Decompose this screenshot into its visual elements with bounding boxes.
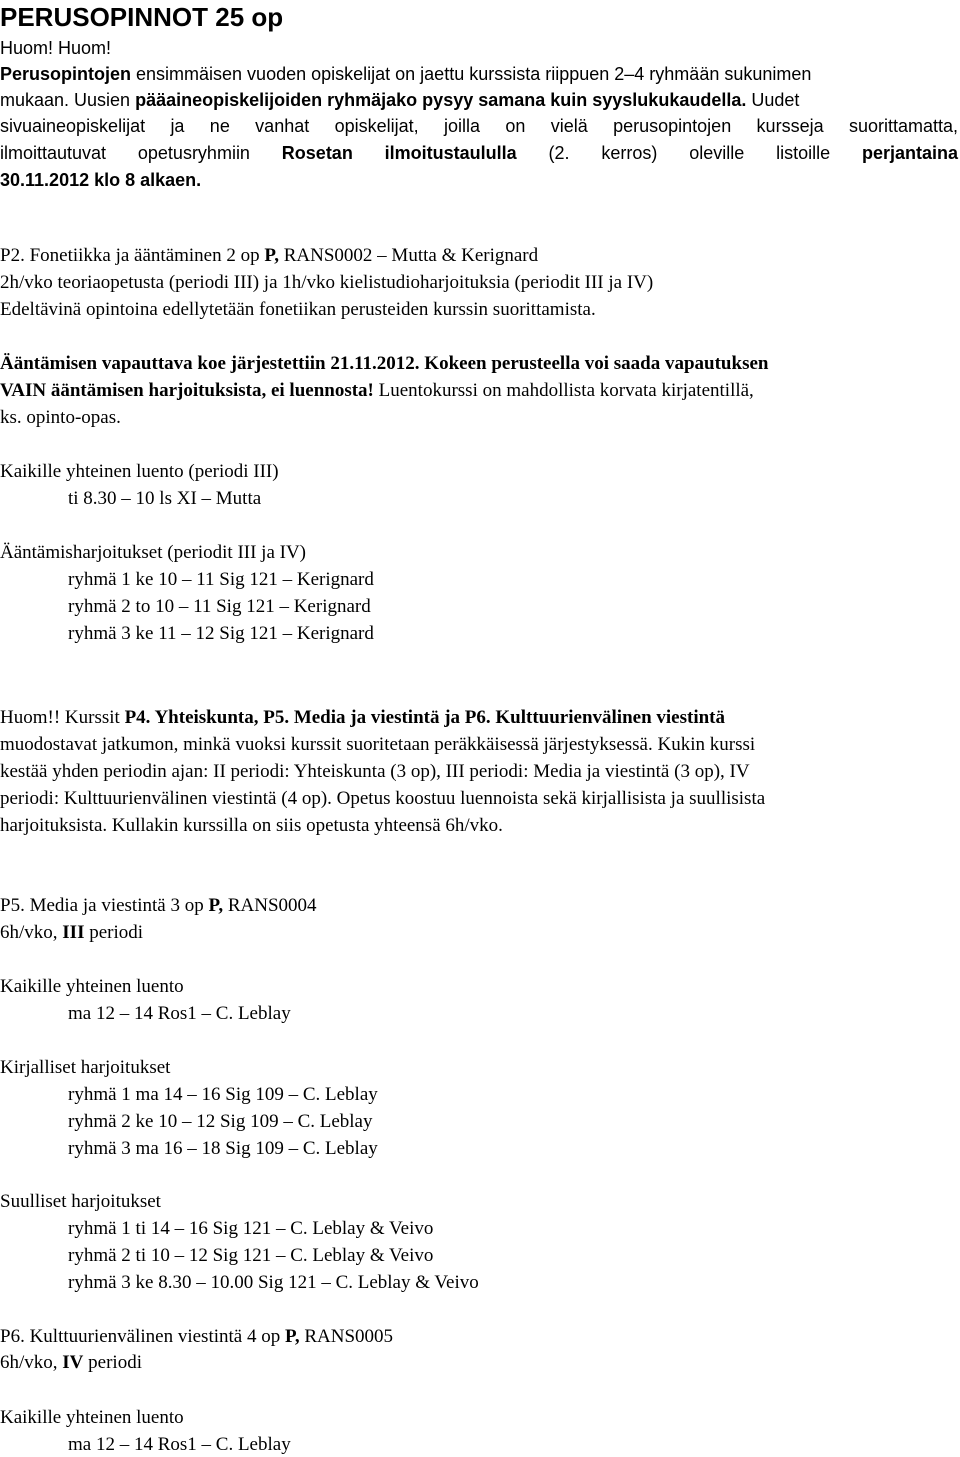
- p6-heading-text: P6. Kulttuurienvälinen viestintä 4 op: [0, 1326, 285, 1347]
- p5-oral-2: ryhmä 2 ti 10 – 12 Sig 121 – C. Leblay & Veivo: [68, 1245, 434, 1266]
- p2-line-5: [0, 380, 754, 402]
- p2-lecture: ti 8.30 – 10 ls XI – Mutta: [68, 488, 262, 509]
- p6-heading-code: RANS0005: [299, 1326, 394, 1347]
- notice-l2-a: mukaan. Uusien: [0, 90, 136, 110]
- p5-written-2: ryhmä 2 ke 10 – 12 Sig 109 – C. Leblay: [68, 1111, 373, 1132]
- p2-heading-code: RANS0002 – Mutta & Kerignard: [279, 245, 539, 266]
- notice-l2-c: Uudet: [746, 90, 800, 110]
- notice-l4-date: perjantaina: [861, 143, 958, 163]
- p2-line-4: Ääntämisen vapauttava koe järjestettiin 21.11.2012. Kokeen perusteella voi saada vapautuksen: [0, 353, 769, 374]
- notice-line-2: [0, 89, 799, 111]
- p6-period-bold: IV: [62, 1352, 84, 1373]
- huom2-l1-text: Huom!! Kurssit: [0, 707, 125, 728]
- p5-oral-3: ryhmä 3 ke 8.30 – 10.00 Sig 121 – C. Leblay & Veivo: [68, 1272, 479, 1293]
- notice-line-5: 30.11.2012 klo 8 alkaen.: [0, 170, 202, 190]
- p6-hours-text: 6h/vko,: [0, 1352, 63, 1373]
- p2-lecture-head: Kaikille yhteinen luento (periodi III): [0, 461, 279, 482]
- huom2-line-5: harjoituksista. Kullakin kurssilla on siis opetusta yhteensä 6h/vko.: [0, 815, 503, 836]
- p6-lecture: ma 12 – 14 Ros1 – C. Leblay: [68, 1434, 291, 1455]
- p6-lecture-head: Kaikille yhteinen luento: [0, 1407, 184, 1428]
- huom2-line-2: muodostavat jatkumon, minkä vuoksi kurssit suoritetaan peräkkäisessä järjestyksessä. Kukin kurssi: [0, 734, 756, 755]
- notice-l4-bold: Rosetan ilmoitustaululla: [281, 143, 517, 163]
- p5-hours-text: 6h/vko,: [0, 922, 63, 943]
- p2-line-2: 2h/vko teoriaopetusta (periodi III) ja 1h/vko kielistudioharjoituksia (periodit III ja IV): [0, 272, 654, 293]
- p5-oral-head: Suulliset harjoitukset: [0, 1191, 161, 1212]
- p5-written-1: ryhmä 1 ma 14 – 16 Sig 109 – C. Leblay: [68, 1084, 378, 1105]
- notice-line-3: sivuaineopiskelijat ja ne vanhat opiskelijat, joilla on vielä perusopintojen kursseja suorittamatta,: [0, 116, 958, 136]
- notice-line-4: [0, 142, 958, 164]
- p5-period-bold: III: [62, 922, 85, 943]
- notice-huom: Huom! Huom!: [0, 38, 112, 58]
- p5-hours: [0, 922, 143, 944]
- notice-l1-bold: Perusopintojen: [0, 64, 132, 84]
- p5-heading-bold: P,: [208, 895, 224, 916]
- p6-heading-bold: P,: [284, 1326, 300, 1347]
- p5-heading: [0, 895, 317, 917]
- p5-oral-1: ryhmä 1 ti 14 – 16 Sig 121 – C. Leblay & Veivo: [68, 1218, 434, 1239]
- p5-period-text: periodi: [84, 922, 144, 943]
- p2-l5-bold: VAIN ääntämisen harjoituksista, ei luennosta!: [0, 380, 374, 401]
- p2-group-3: ryhmä 3 ke 11 – 12 Sig 121 – Kerignard: [68, 623, 374, 644]
- notice-l4-c: (2. kerros) oleville listoille: [516, 143, 862, 163]
- p2-heading-bold: P,: [264, 245, 279, 266]
- huom2-line-1: [0, 707, 725, 729]
- p6-heading: [0, 1326, 393, 1348]
- notice-l4-a: ilmoittautuvat opetusryhmiin: [0, 143, 282, 163]
- p2-heading-text: P2. Fonetiikka ja ääntäminen 2 op: [0, 245, 265, 266]
- p6-period-text: periodi: [83, 1352, 142, 1373]
- notice-l2-bold: pääaineopiskelijoiden ryhmäjako pysyy samana kuin syyslukukaudella.: [135, 90, 747, 110]
- p2-group-1: ryhmä 1 ke 10 – 11 Sig 121 – Kerignard: [68, 569, 374, 590]
- p5-written-head: Kirjalliset harjoitukset: [0, 1057, 171, 1078]
- p5-lecture: ma 12 – 14 Ros1 – C. Leblay: [68, 1003, 291, 1024]
- huom2-l1-bold: P4. Yhteiskunta, P5. Media ja viestintä ja P6. Kulttuurienvälinen viestintä: [124, 707, 726, 728]
- p2-line-6: ks. opinto-opas.: [0, 407, 121, 428]
- p2-group-2: ryhmä 2 to 10 – 11 Sig 121 – Kerignard: [68, 596, 371, 617]
- p5-written-3: ryhmä 3 ma 16 – 18 Sig 109 – C. Leblay: [68, 1138, 378, 1159]
- notice-line-1: [0, 63, 811, 85]
- p5-heading-code: RANS0004: [223, 895, 317, 916]
- p5-lecture-head: Kaikille yhteinen luento: [0, 976, 184, 997]
- page-title: PERUSOPINNOT 25 op: [0, 2, 284, 32]
- p2-practice-head: Ääntämisharjoitukset (periodit III ja IV): [0, 542, 307, 563]
- p6-hours: [0, 1352, 142, 1374]
- huom2-line-3: kestää yhden periodin ajan: II periodi: Yhteiskunta (3 op), III periodi: Media ja viestintä (3 op), IV: [0, 761, 750, 782]
- huom2-line-4: periodi: Kulttuurienvälinen viestintä (4 op). Opetus koostuu luennoista sekä kirjallisista ja suullisista: [0, 788, 766, 809]
- p2-l5-text: Luentokurssi on mahdollista korvata kirjatentillä,: [373, 380, 754, 401]
- p2-line-3: Edeltävinä opintoina edellytetään fonetiikan perusteiden kurssin suorittamista.: [0, 299, 596, 320]
- p2-heading: [0, 245, 538, 267]
- p5-heading-text: P5. Media ja viestintä 3 op: [0, 895, 209, 916]
- notice-l1-text: ensimmäisen vuoden opiskelijat on jaettu kurssista riippuen 2–4 ryhmään sukunimen: [131, 64, 812, 84]
